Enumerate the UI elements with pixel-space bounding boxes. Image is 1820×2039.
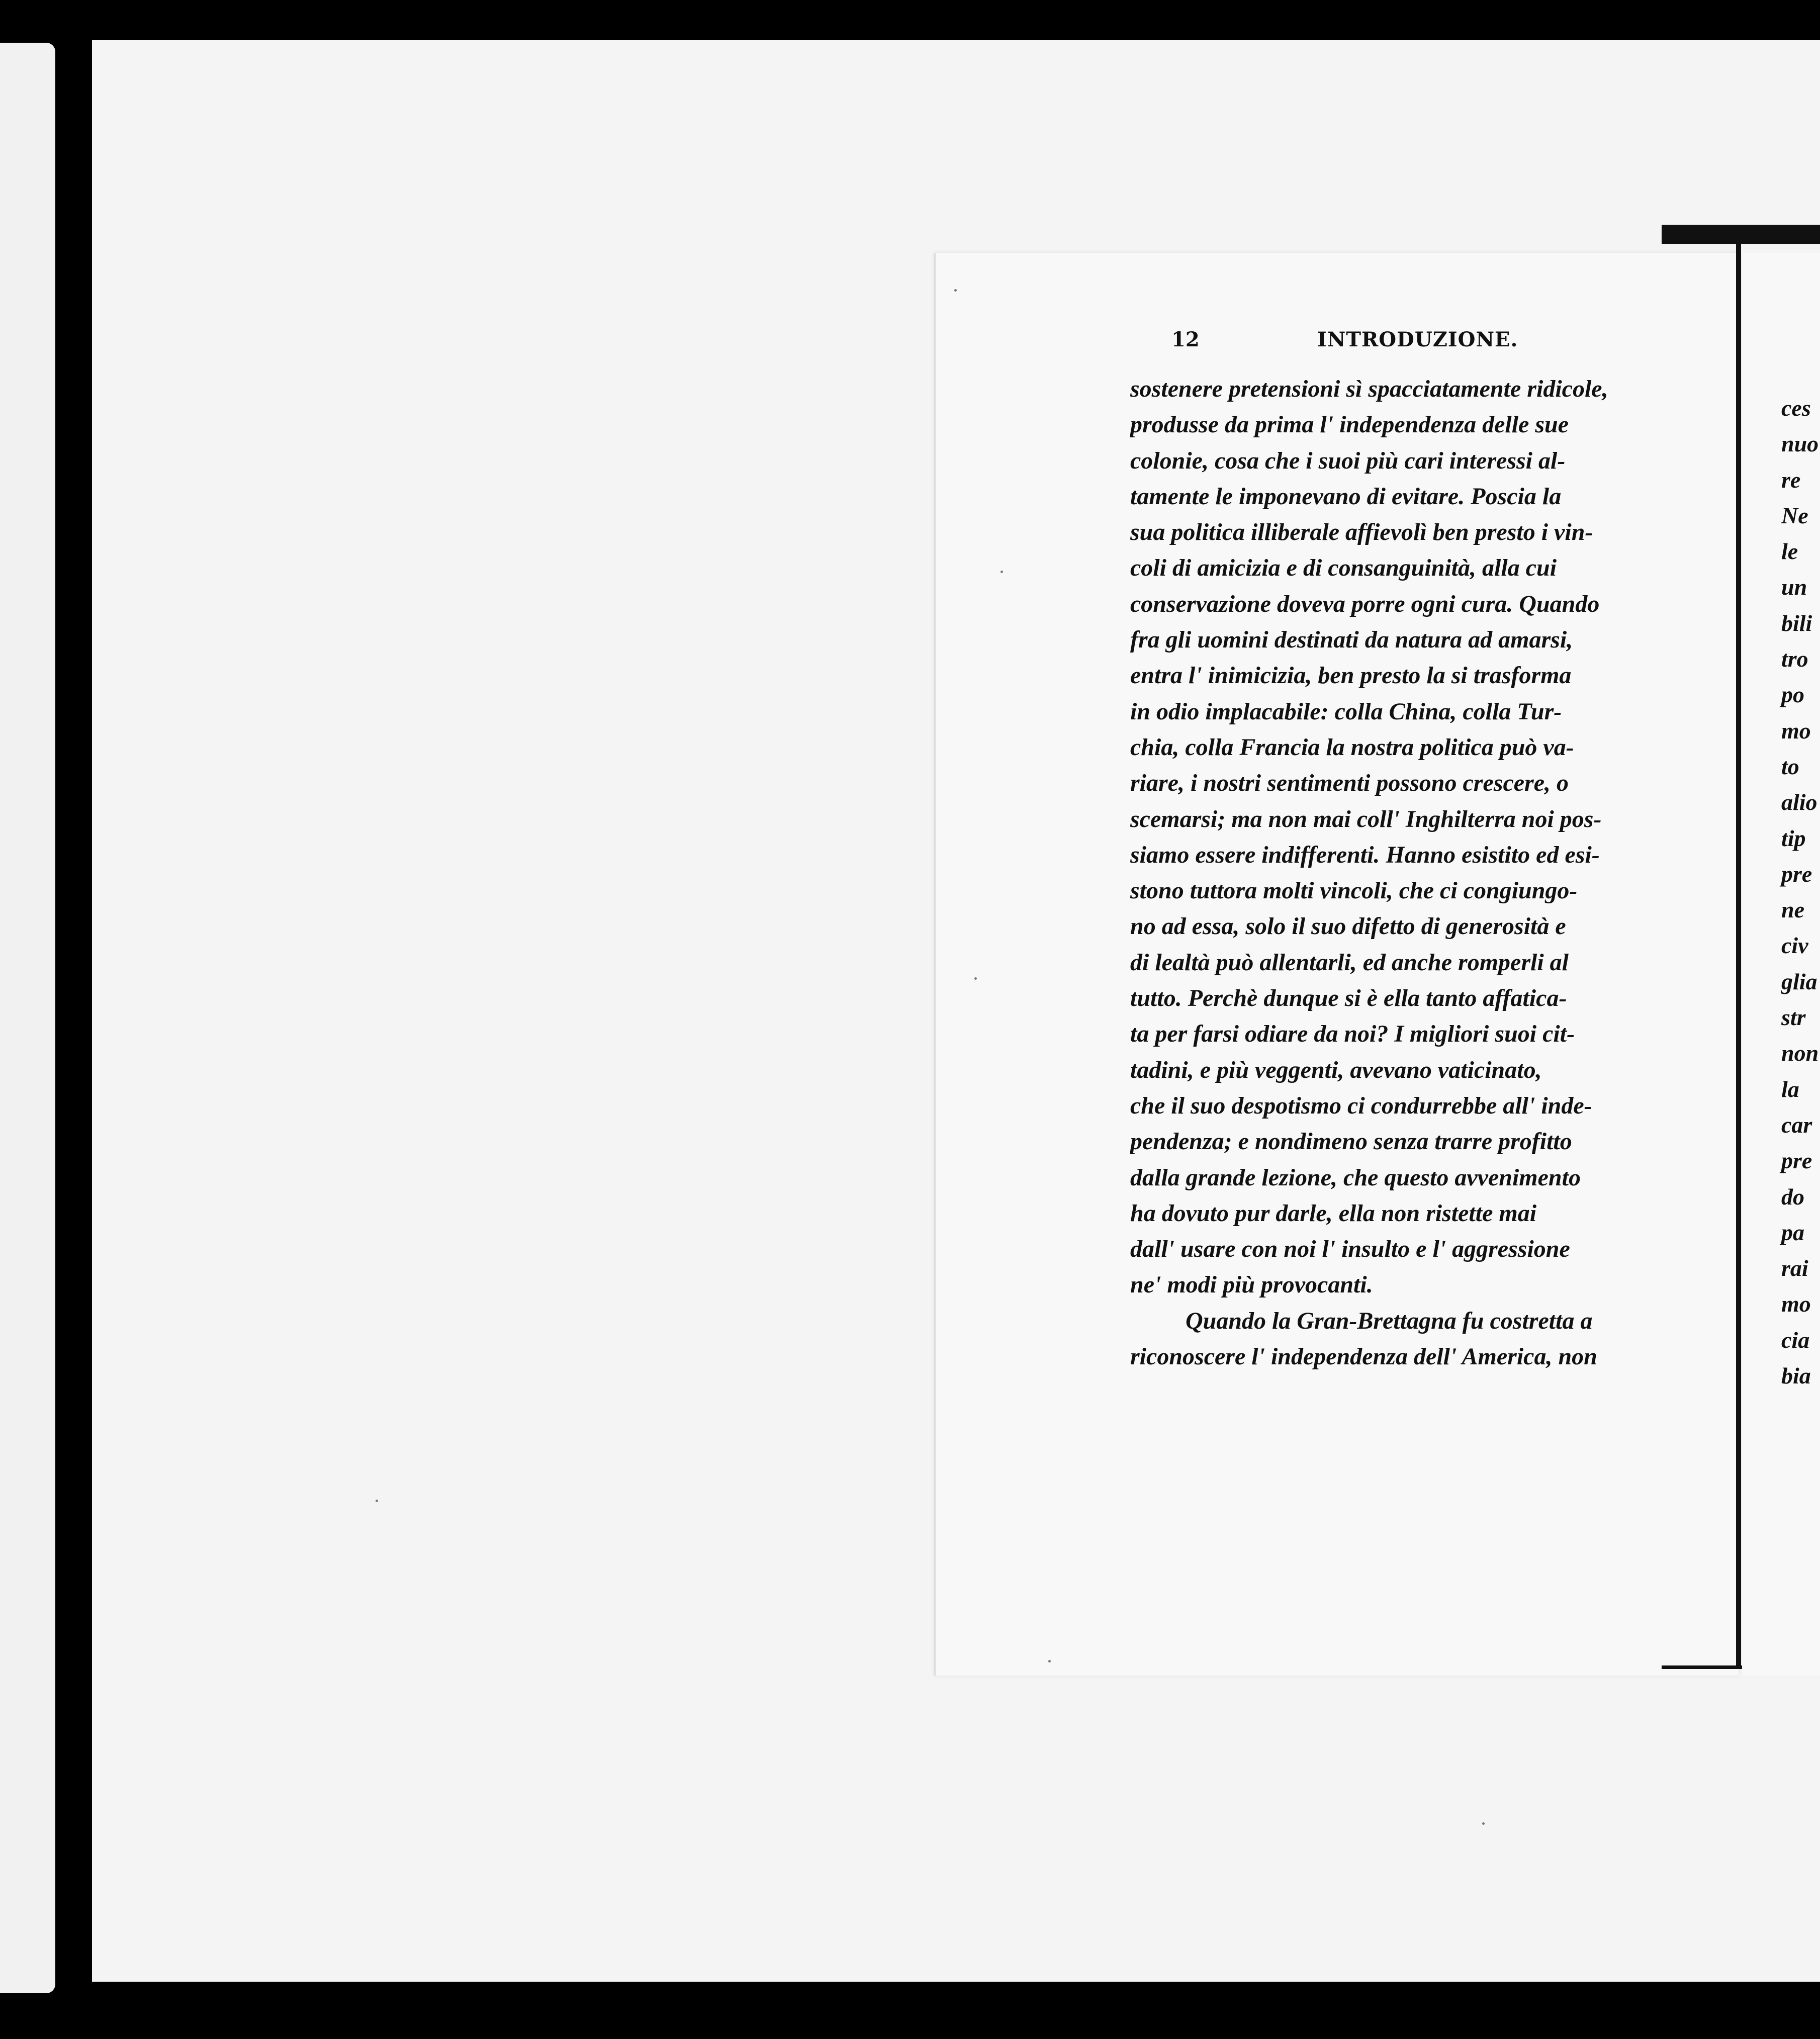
facing-page-fragment: to <box>1781 753 1799 779</box>
facing-page-fragment: alio <box>1781 789 1817 815</box>
text-line: ta per farsi odiare da noi? I migliori suoi cit- <box>1130 1021 1575 1048</box>
dust-speck <box>974 977 977 980</box>
facing-page-fragment: str <box>1781 1004 1806 1031</box>
dust-speck <box>954 289 957 292</box>
facing-page-fragment: do <box>1781 1183 1804 1210</box>
text-line: sua politica illiberale affievolì ben presto i vin- <box>1130 519 1593 546</box>
text-line: produsse da prima l' independenza delle sue <box>1130 411 1569 438</box>
page-number: 12 <box>1171 328 1200 351</box>
facing-page-text <box>1781 390 1818 1394</box>
gutter-bottom-mark <box>1662 1665 1742 1669</box>
text-line: siamo essere indifferenti. Hanno esistito ed esi- <box>1130 841 1600 868</box>
dust-speck <box>1048 1660 1051 1662</box>
text-line: tadini, e più veggenti, avevano vaticinato, <box>1130 1056 1542 1083</box>
facing-page-fragment: mo <box>1781 1291 1811 1317</box>
facing-page-fragment: tro <box>1781 646 1808 672</box>
page-edge <box>934 253 936 1676</box>
facing-page-fragment: bili <box>1781 610 1812 636</box>
facing-page-fragment: le <box>1781 538 1798 565</box>
text-line: chia, colla Francia la nostra politica può va- <box>1130 733 1574 761</box>
previous-page-edge <box>0 43 55 1993</box>
text-line: dalla grande lezione, che questo avvenimento <box>1130 1164 1581 1191</box>
text-line: colonie, cosa che i suoi più cari interessi al- <box>1130 447 1566 474</box>
facing-page-fragment: nuo <box>1781 431 1819 457</box>
facing-page-fragment: ne <box>1781 897 1804 923</box>
dust-speck <box>1482 1822 1485 1825</box>
text-line: entra l' inimicizia, ben presto la si trasforma <box>1130 662 1572 689</box>
facing-page-fragment: po <box>1781 682 1804 708</box>
text-line: riconoscere l' independenza dell' America, non <box>1130 1343 1597 1370</box>
text-line: ha dovuto pur darle, ella non ristette mai <box>1130 1199 1537 1227</box>
text-line: scemarsi; ma non mai coll' Inghilterra noi pos- <box>1130 805 1602 832</box>
facing-page-fragment: un <box>1781 574 1807 600</box>
facing-page-fragment: glia <box>1781 968 1817 994</box>
text-line: riare, i nostri sentimenti possono crescere, o <box>1130 770 1569 797</box>
facing-page-fragment: pre <box>1781 1148 1812 1174</box>
text-line: tutto. Perchè dunque si è ella tanto affatica- <box>1130 985 1567 1012</box>
text-line: conservazione doveva porre ogni cura. Quando <box>1130 590 1600 617</box>
text-line: tamente le imponevano di evitare. Poscia la <box>1130 483 1562 510</box>
text-line: ne' modi più provocanti. <box>1130 1271 1373 1299</box>
text-line: sostenere pretensioni sì spacciatamente ridicole, <box>1130 376 1608 402</box>
facing-page-fragment: car <box>1781 1111 1812 1138</box>
facing-page-fragment: cia <box>1781 1327 1810 1353</box>
facing-page-fragment: rai <box>1781 1255 1808 1281</box>
facing-page-fragment: bia <box>1781 1363 1811 1389</box>
text-line: pendenza; e nondimeno senza trarre profitto <box>1130 1128 1572 1155</box>
facing-page-fragment: Ne <box>1781 502 1808 528</box>
book-spine <box>1736 236 1741 1669</box>
dust-speck <box>376 1500 378 1502</box>
facing-page-fragment: tip <box>1781 825 1806 851</box>
running-head: INTRODUZIONE. <box>1317 328 1518 351</box>
text-line: in odio implacabile: colla China, colla Tur- <box>1130 698 1562 725</box>
facing-page-fragment: pa <box>1781 1219 1804 1245</box>
text-line: di lealtà può allentarli, ed anche romperli al <box>1130 949 1569 976</box>
facing-page-fragment: non <box>1781 1040 1819 1066</box>
text-line: stono tuttora molti vincoli, che ci congiungo- <box>1130 877 1578 904</box>
facing-page-fragment: mo <box>1781 717 1811 744</box>
paragraph-first-line: Quando la Gran-Brettagna fu costretta a <box>1186 1307 1593 1334</box>
page-header <box>1171 328 1699 358</box>
facing-page-fragment: pre <box>1781 861 1812 887</box>
dust-speck <box>1000 571 1003 573</box>
body-text <box>1130 371 1699 1374</box>
text-line: coli di amicizia e di consanguinità, alla cui <box>1130 554 1557 582</box>
facing-page-fragment: civ <box>1781 933 1808 959</box>
facing-page-fragment: la <box>1781 1076 1799 1102</box>
text-line: no ad essa, solo il suo difetto di generosità e <box>1130 913 1566 940</box>
facing-page-fragment: ces <box>1781 395 1811 421</box>
facing-page-fragment: re <box>1781 467 1801 493</box>
text-line: dall' usare con noi l' insulto e l' aggressione <box>1130 1236 1570 1263</box>
text-line: che il suo despotismo ci condurrebbe all' inde- <box>1130 1092 1592 1119</box>
text-line: fra gli uomini destinati da natura ad amarsi, <box>1130 626 1573 654</box>
